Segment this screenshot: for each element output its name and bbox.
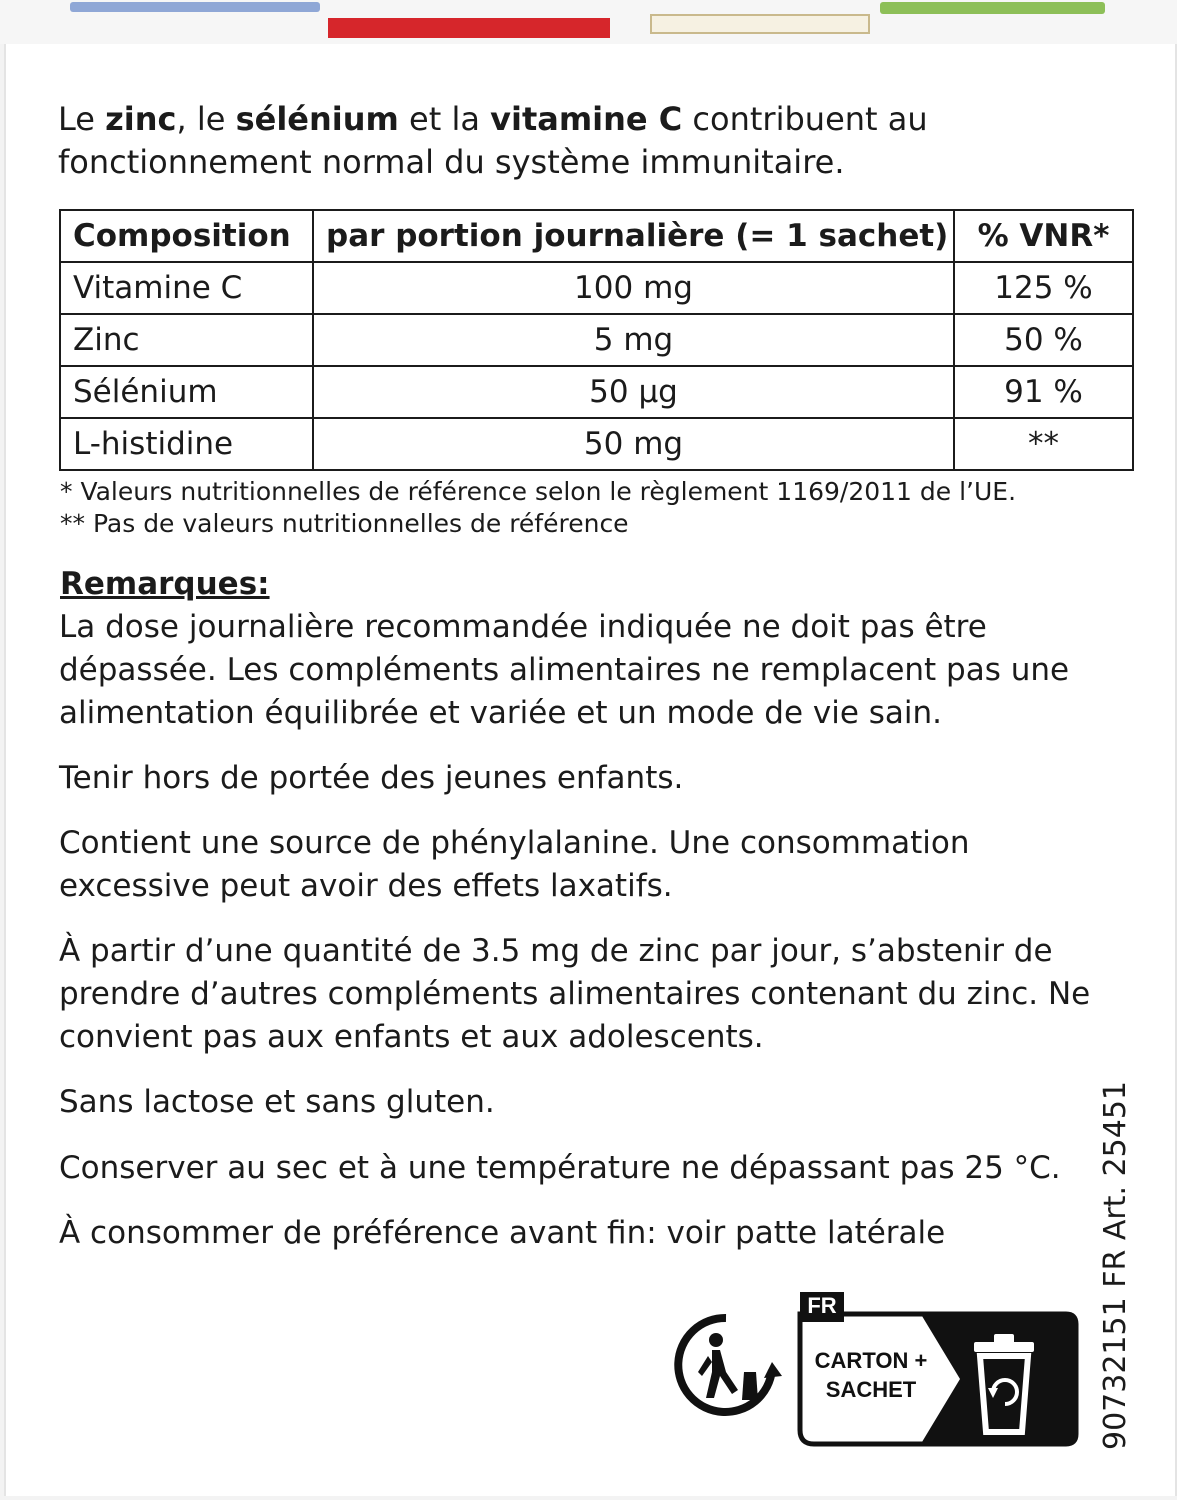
triman-label-line2: SACHET	[825, 1377, 917, 1402]
header-vnr: % VNR*	[954, 210, 1133, 262]
cell-vnr: 125 %	[954, 262, 1133, 314]
table-footnotes	[60, 476, 1016, 540]
intro-claim: Le zinc, le sélénium et la vitamine C contribuent au fonctionnement normal du système immunitaire.	[58, 100, 928, 181]
remark-children: Tenir hors de portée des jeunes enfants.	[59, 760, 684, 796]
footnote-vnr: * Valeurs nutritionnelles de référence selon le règlement 1169/2011 de l’UE.	[60, 477, 1017, 506]
remark-best-before: À consommer de préférence avant fin: voir patte latérale	[59, 1215, 946, 1251]
cell-vnr: 91 %	[954, 366, 1133, 418]
cell-amount: 50 mg	[313, 418, 954, 470]
header-composition: Composition	[60, 210, 313, 262]
table-row	[60, 418, 1133, 470]
table-row	[60, 314, 1133, 366]
remark-storage: Conserver au sec et à une température ne dépassant pas 25 °C.	[59, 1150, 1061, 1186]
remark-zinc: À partir d’une quantité de 3.5 mg de zinc par jour, s’abstenir de prendre d’autres compléments alimentaires contenant du zinc. Ne convient pas aux enfants et aux adolescents.	[59, 933, 1091, 1055]
cell-vnr: 50 %	[954, 314, 1133, 366]
triman-label	[806, 1346, 936, 1404]
cell-amount: 5 mg	[313, 314, 954, 366]
flap-print-green	[880, 2, 1105, 14]
cell-vnr: **	[954, 418, 1133, 470]
cell-nutrient: Vitamine C	[60, 262, 313, 314]
remark-dose: La dose journalière recommandée indiquée ne doit pas être dépassée. Les compléments alimentaires ne remplacent pas une alimentation équilibrée et variée et un mode de vie sain.	[59, 609, 1070, 731]
flap-print-blue	[70, 2, 320, 12]
package-top-flap	[0, 0, 1177, 44]
cell-nutrient: L-histidine	[60, 418, 313, 470]
remarks-title: Remarques:	[60, 566, 270, 602]
flap-print-gold	[650, 14, 870, 34]
triman-label-line1: CARTON +	[814, 1348, 928, 1373]
triman-recycle-icon	[668, 1310, 784, 1420]
flap-print-red	[328, 18, 610, 38]
table-header-row	[60, 210, 1133, 262]
article-code: 90732151 FR Art. 25451	[1098, 1081, 1133, 1450]
cell-nutrient: Zinc	[60, 314, 313, 366]
footnote-no-reference: ** Pas de valeurs nutritionnelles de référence	[60, 509, 629, 538]
composition-table	[59, 209, 1134, 471]
triman-country-code: FR	[807, 1293, 837, 1318]
header-per-portion: par portion journalière (= 1 sachet)	[313, 210, 954, 262]
remark-phenylalanine: Contient une source de phénylalanine. Une consommation excessive peut avoir des effets laxatifs.	[59, 825, 970, 904]
cell-amount: 100 mg	[313, 262, 954, 314]
table-row	[60, 366, 1133, 418]
remark-lactose-gluten: Sans lactose et sans gluten.	[59, 1084, 495, 1120]
cell-amount: 50 µg	[313, 366, 954, 418]
table-row	[60, 262, 1133, 314]
cell-nutrient: Sélénium	[60, 366, 313, 418]
